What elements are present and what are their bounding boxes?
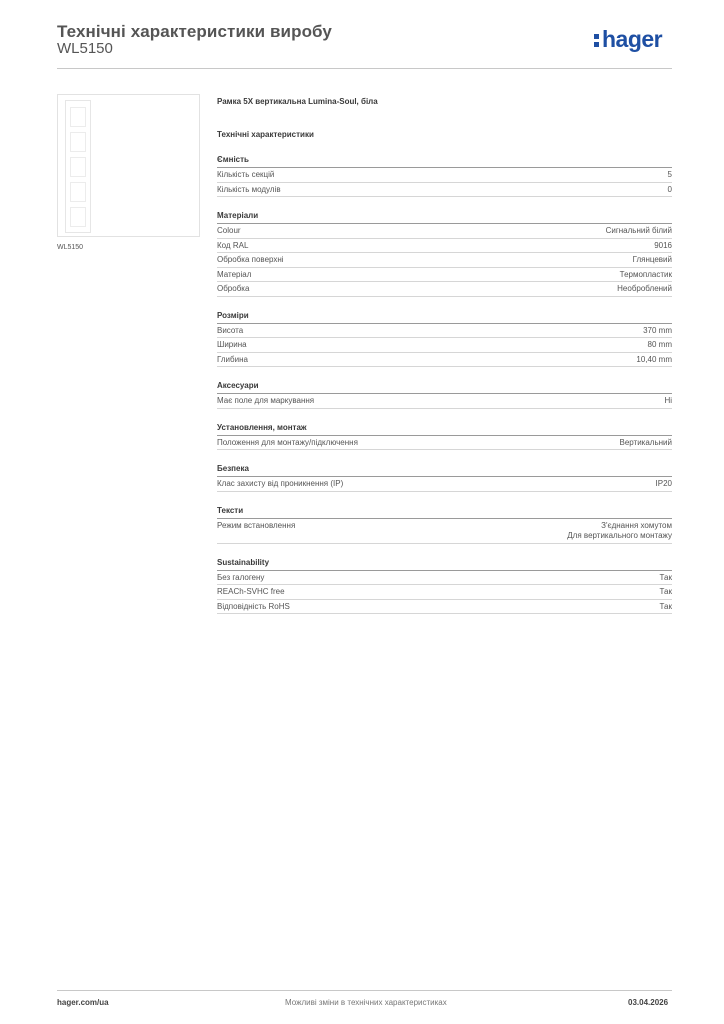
spec-row [217,324,672,339]
spec-label: Colour [217,226,241,235]
spec-content [217,96,672,614]
spec-value: Ні [664,396,672,405]
spec-value: 10,40 mm [636,354,672,364]
spec-value: Так [659,601,672,611]
section-accessories [217,380,672,409]
spec-row [217,338,672,353]
section-title: Безпека [217,463,672,477]
section-capacity [217,154,672,197]
spec-value: IP20 [655,479,672,488]
spec-row [217,239,672,254]
spec-row [217,268,672,283]
spec-row [217,571,672,586]
section-title: Sustainability [217,557,672,571]
section-title: Аксесуари [217,380,672,394]
spec-row [217,394,672,409]
spec-row [217,282,672,297]
spec-value: Так [659,587,672,596]
frame-5x-icon [65,100,91,233]
spec-value: 5 [667,170,672,179]
product-title: Рамка 5X вертикальна Lumina-Soul, біла [217,97,378,106]
section-title: Ємність [217,154,672,168]
spec-row [217,353,672,368]
spec-value: Термопластик [619,269,672,279]
spec-row [217,183,672,198]
logo-dots-icon [594,32,601,48]
spec-value: 80 mm [647,340,672,349]
spec-label: Відповідність RoHS [217,601,290,611]
spec-label: Код RAL [217,240,249,250]
spec-label: Глибина [217,354,248,364]
spec-label: REACh-SVHC free [217,587,285,596]
page-title: Технічні характеристики виробу [57,22,332,41]
header-divider [57,68,672,69]
logo-text: hager [602,26,663,52]
spec-value [567,521,672,542]
spec-value: 9016 [654,240,672,250]
spec-value: 0 [667,184,672,194]
section-installation [217,422,672,451]
footer-divider [57,990,672,991]
spec-label: Кількість секцій [217,170,275,179]
image-caption: WL5150 [57,244,84,251]
spec-value: Так [659,572,672,582]
footer-date: 03.04.2026 [628,998,669,1007]
section-safety [217,463,672,492]
spec-value-line: Для вертикального монтажу [567,531,672,540]
spec-value: Глянцевий [632,255,672,264]
tech-title: Технічні характеристики [217,130,314,139]
spec-label: Має поле для маркування [217,396,315,405]
spec-value-line: З'єднання хомутом [601,520,672,530]
hager-logo [594,28,662,51]
spec-label: Матеріал [217,269,252,279]
spec-label: Ширина [217,340,247,349]
spec-value: Необроблений [617,284,672,293]
spec-value: 370 mm [643,325,672,335]
section-dimensions [217,310,672,368]
section-title: Розміри [217,310,672,324]
spec-row [217,224,672,239]
product-image [57,94,200,237]
spec-row [217,253,672,268]
spec-label: Кількість модулів [217,184,281,194]
spec-label: Клас захисту від проникнення (IP) [217,479,344,488]
section-sustainability [217,557,672,615]
section-title: Тексти [217,505,672,519]
section-materials [217,210,672,297]
footer-note: Можливі зміни в технічних характеристиках [285,998,447,1007]
spec-label: Обробка [217,284,250,293]
spec-row [217,600,672,615]
spec-row [217,168,672,183]
spec-label: Висота [217,325,244,335]
spec-row [217,585,672,600]
section-title: Установлення, монтаж [217,422,672,436]
section-texts [217,505,672,544]
spec-value: Сигнальний білий [605,226,672,235]
spec-row [217,519,672,544]
section-title: Матеріали [217,210,672,224]
spec-label: Обробка поверхні [217,255,284,264]
spec-label: Режим встановлення [217,520,296,530]
footer-site: hager.com/ua [57,998,109,1007]
spec-row [217,436,672,451]
spec-row [217,477,672,492]
spec-value: Вертикальний [619,437,672,447]
spec-label: Без галогену [217,572,265,582]
spec-label: Положення для монтажу/підключення [217,437,358,447]
product-code: WL5150 [57,40,113,57]
